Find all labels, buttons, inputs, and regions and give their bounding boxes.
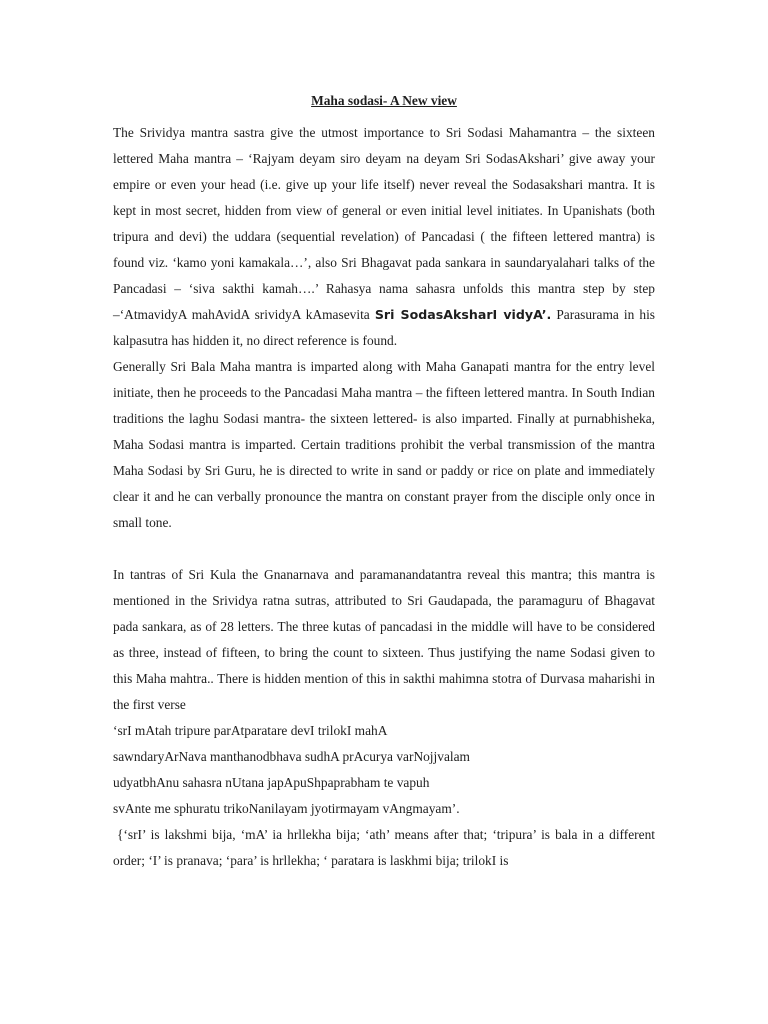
paragraph-intro <box>113 120 655 354</box>
paragraph-commentary: {‘srI’ is lakshmi bija, ‘mA’ ia hrllekha bija; ‘ath’ means after that; ‘tripura’ is bala in a different order; ‘I’ is pranava; ‘para’ is hrllekha; ‘ paratara is laskhmi bija; trilokI is <box>113 827 655 868</box>
verse-line-2: sawndaryArNava manthanodbhava sudhA prAcurya varNojjvalam <box>113 749 470 764</box>
document-body <box>113 88 655 874</box>
verse-line-1: ‘srI mAtah tripure parAtparatare devI trilokI mahA <box>113 723 388 738</box>
paragraph-initiation: Generally Sri Bala Maha mantra is imparted along with Maha Ganapati mantra for the entry level initiate, then he proceeds to the Pancadasi Maha mantra – the fifteen lettered mantra. In South Indian traditions the laghu Sodasi mantra- the sixteen lettered- is also imparted. Finally at purnabhisheka, Maha Sodasi mantra is imparted. Certain traditions prohibit the verbal transmission of the mantra Maha Sodasi by Sri Guru, he is directed to write in sand or paddy or rice on plate and immediately clear it and he can verbally pronounce the mantra on constant prayer from the disciple only once in small tone. <box>113 359 655 530</box>
verse-line-4: svAnte me sphuratu trikoNanilayam jyotirmayam vAngmayam’. <box>113 801 460 816</box>
paragraph-spacer <box>113 536 655 562</box>
intro-bold-phrase: Sri SodasAksharI vidyA’. <box>374 307 552 322</box>
document-title: Maha sodasi- A New view <box>311 93 457 108</box>
intro-text-end: Parasurama in his kalpasutra has hidden it, no direct reference is found. <box>113 307 655 348</box>
paragraph-tantras: In tantras of Sri Kula the Gnanarnava and paramanandatantra reveal this mantra; this mantra is mentioned in the Srividya ratna sutras, attributed to Sri Gaudapada, the paramaguru of Bhagavat pada sankara, as of 28 letters. The three kutas of pancadasi in the middle will have to be considered as three, instead of fifteen, to bring the count to sixteen. Thus justifying the name Sodasi given to this Maha mahtra.. There is hidden mention of this in sakthi mahimna stotra of Durvasa maharishi in the first verse <box>113 567 655 712</box>
intro-text: The Srividya mantra sastra give the utmost importance to Sri Sodasi Mahamantra – the sixteen lettered Maha mantra – ‘Rajyam deyam siro deyam na deyam Sri SodasAkshari’ give away your empire or even your head (i.e. give up your life itself) never reveal the Sodasakshari mantra. It is kept in most secret, hidden from view of general or even initial level initiates. In Upanishats (both tripura and devi) the uddara (sequential revelation) of Pancadasi ( the fifteen lettered mantra) is found viz. ‘kamo yoni kamakala…’, also Sri Bhagavat pada sankara in saundaryalahari talks of the Pancadasi – ‘siva sakthi kamah….’ Rahasya nama sahasra unfolds this mantra step by step –‘AtmavidyA mahAvidA srividyA kAmasevita <box>113 125 655 322</box>
verse-line-3: udyatbhAnu sahasra nUtana japApuShpaprabham te vapuh <box>113 775 430 790</box>
